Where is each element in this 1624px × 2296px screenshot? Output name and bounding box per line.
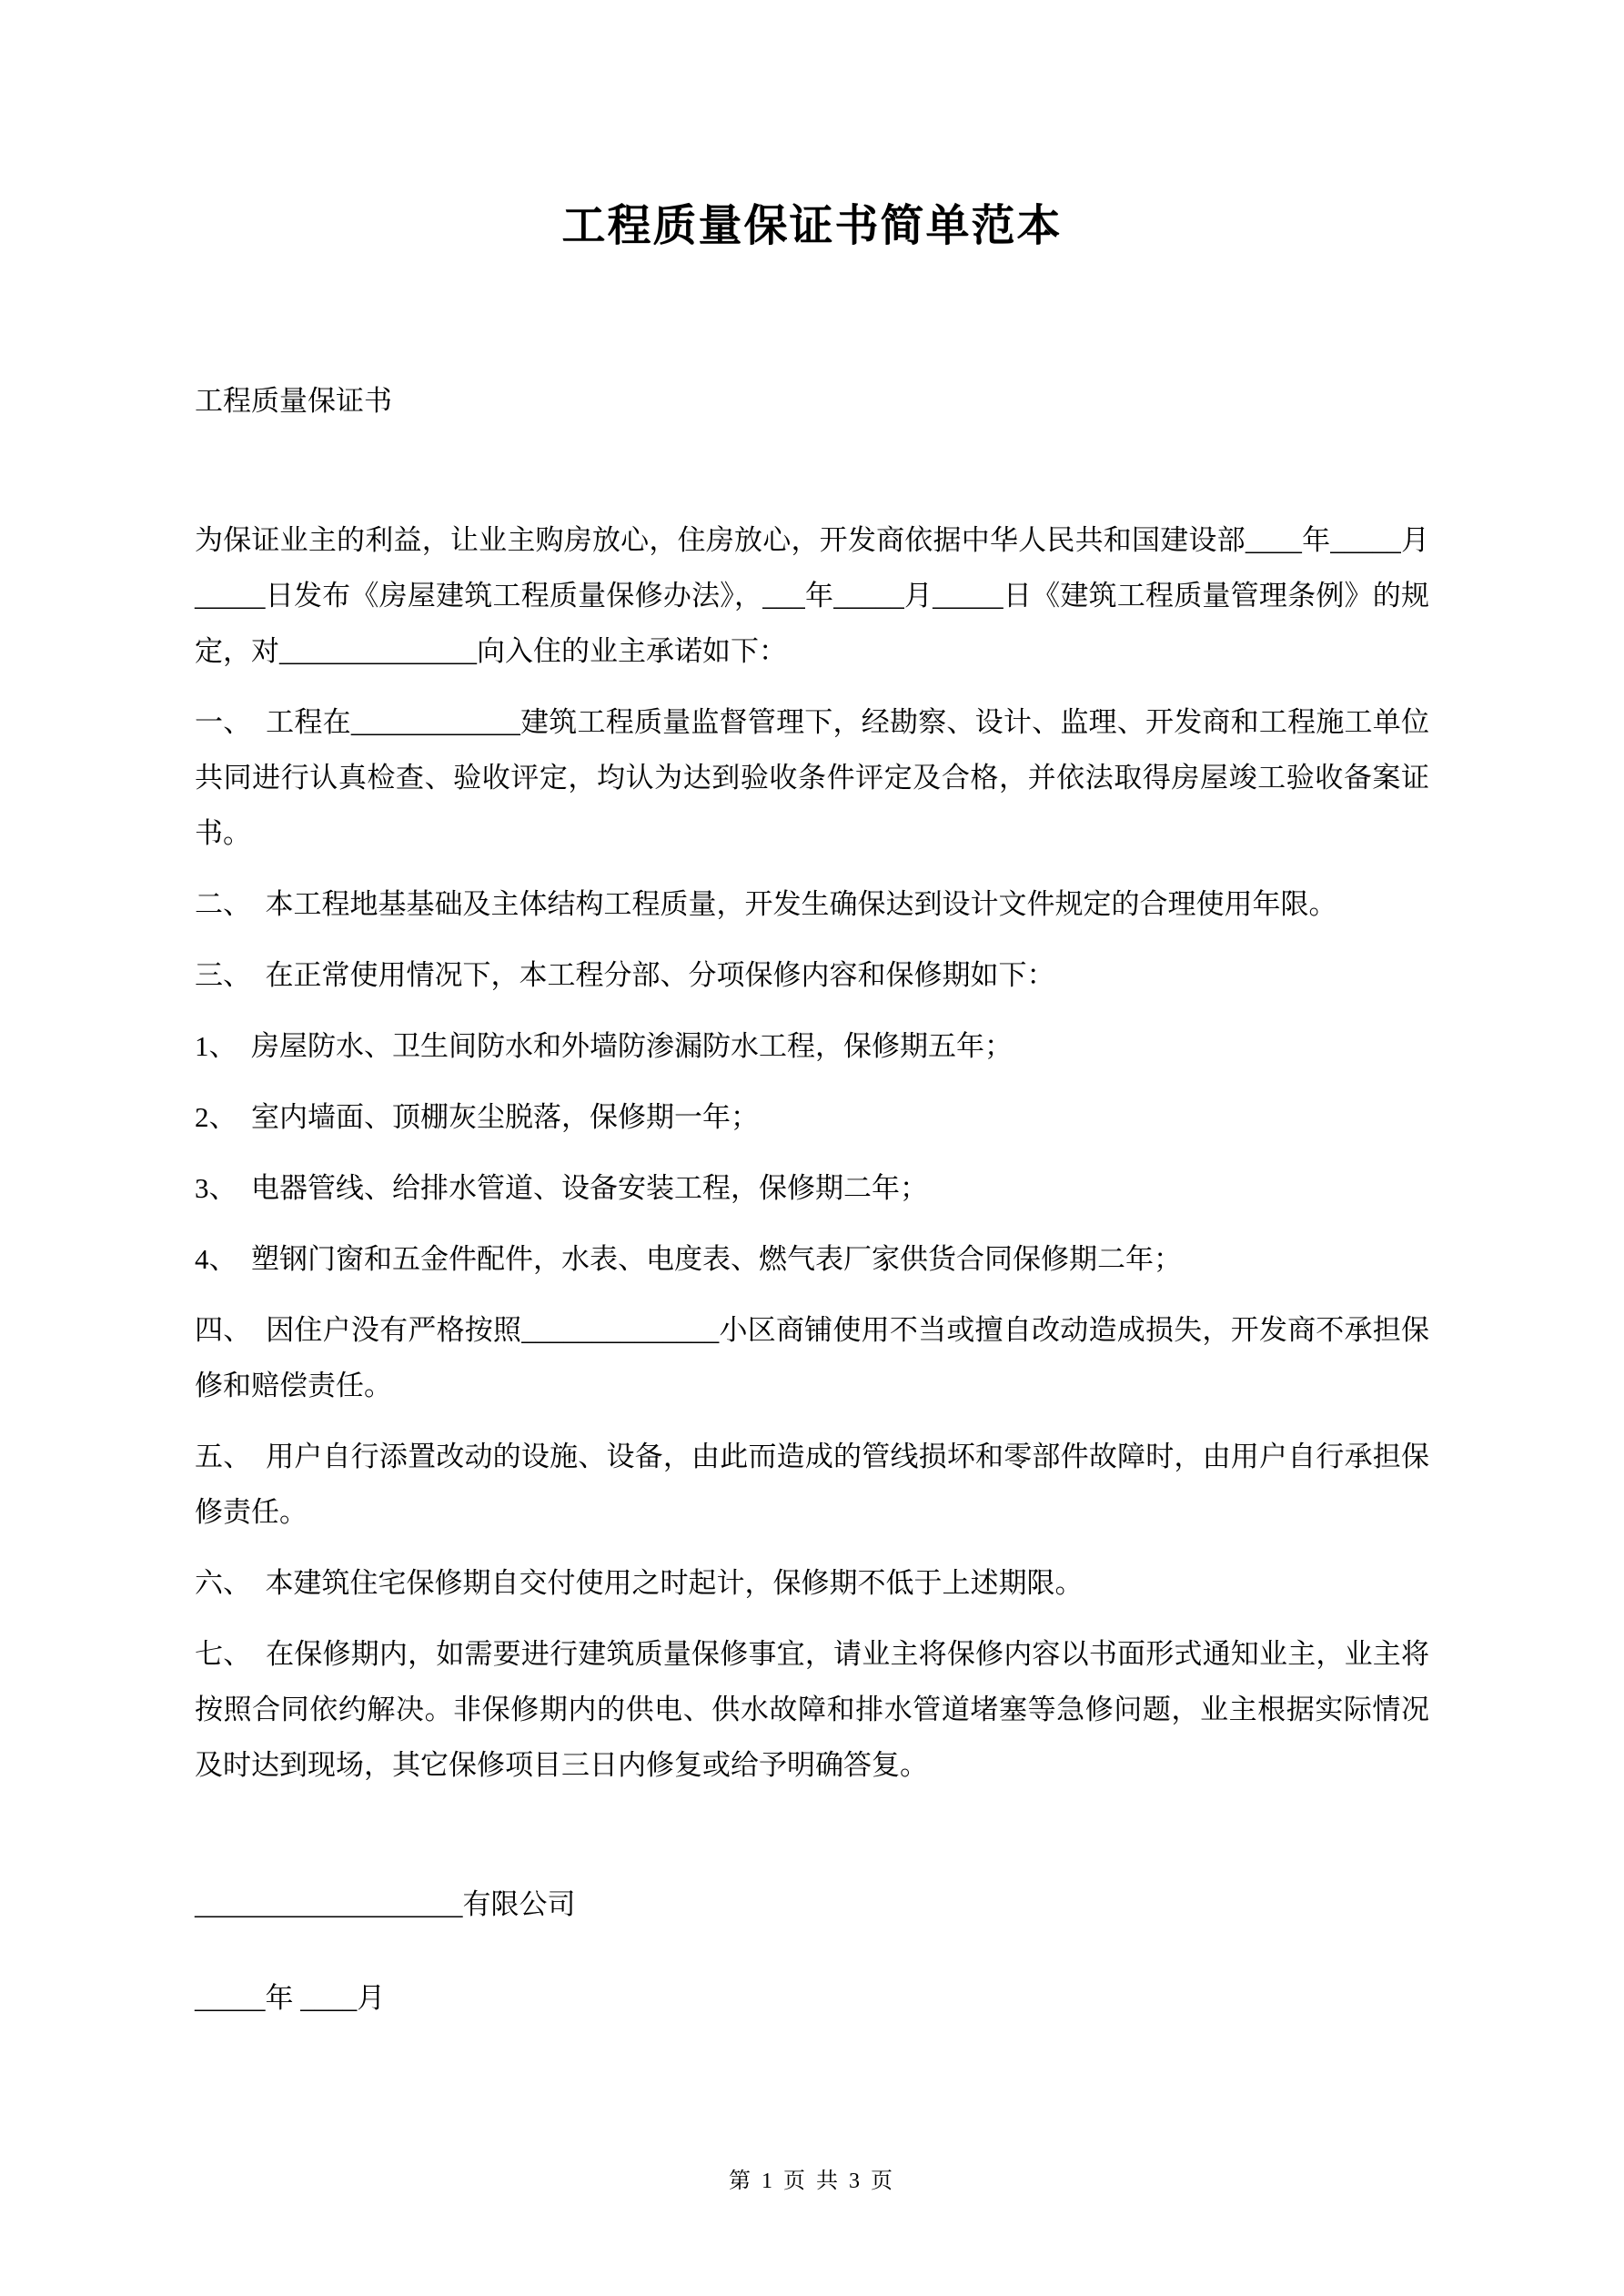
document-heading: 工程质量保证书: [195, 385, 392, 418]
paragraph-clause-7: 七、 在保修期内，如需要进行建筑质量保修事宜，请业主将保修内容以书面形式通知业主，业主将按照合同依约解决。非保修期内的供电、供水故障和排水管道堵塞等急修问题，业主根据实际情况及时达到现场，其它保修项目三日内修复或给予明确答复。: [195, 1638, 1429, 1782]
paragraph-item-2: 2、 室内墙面、顶棚灰尘脱落，保修期一年；: [195, 1101, 759, 1134]
paragraph-clause-3: 三、 在正常使用情况下，本工程分部、分项保修内容和保修期如下：: [195, 959, 1055, 992]
paragraph-clause-2: 二、 本工程地基基础及主体结构工程质量，开发生确保达到设计文件规定的合理使用年限。: [195, 888, 1337, 921]
paragraph-clause-5: 五、 用户自行添置改动的设施、设备，由此而造成的管线损坏和零部件故障时，由用户自行承担保修责任。: [195, 1441, 1429, 1529]
page-number-footer: 第 1 页 共 3 页: [729, 2170, 895, 2193]
paragraph-clause-4: 四、 因住户没有严格按照______________小区商铺使用不当或擅自改动造成损失，开发商不承担保修和赔偿责任。: [195, 1314, 1429, 1402]
signature-date-line: _____年 ____月: [195, 1982, 386, 2015]
paragraph-intro: 为保证业主的利益，让业主购房放心，住房放心，开发商依据中华人民共和国建设部____年_____月_____日发布《房屋建筑工程质量保修办法》，___年_____月_____日《建筑工程质量管理条例》的规定，对______________向入住的业主承诺如下：: [195, 524, 1429, 668]
paragraph-item-4: 4、 塑钢门窗和五金件配件，水表、电度表、燃气表厂家供货合同保修期二年；: [195, 1243, 1182, 1276]
paragraph-item-1: 1、 房屋防水、卫生间防水和外墙防渗漏防水工程，保修期五年；: [195, 1030, 1013, 1063]
paragraph-item-3: 3、 电器管线、给排水管道、设备安装工程，保修期二年；: [195, 1172, 928, 1205]
paragraph-clause-1: 一、 工程在____________建筑工程质量监督管理下，经勘察、设计、监理、开发商和工程施工单位共同进行认真检查、验收评定，均认为达到验收条件评定及合格，并依法取得房屋竣工验收备案证书。: [195, 706, 1429, 850]
document-body: [195, 512, 1429, 1793]
signature-company-line: ___________________有限公司: [195, 1888, 576, 1921]
document-title: 工程质量保证书简单范本: [561, 202, 1063, 250]
signature-block: [195, 1876, 1429, 2026]
paragraph-clause-6: 六、 本建筑住宅保修期自交付使用之时起计，保修期不低于上述期限。: [195, 1567, 1084, 1600]
